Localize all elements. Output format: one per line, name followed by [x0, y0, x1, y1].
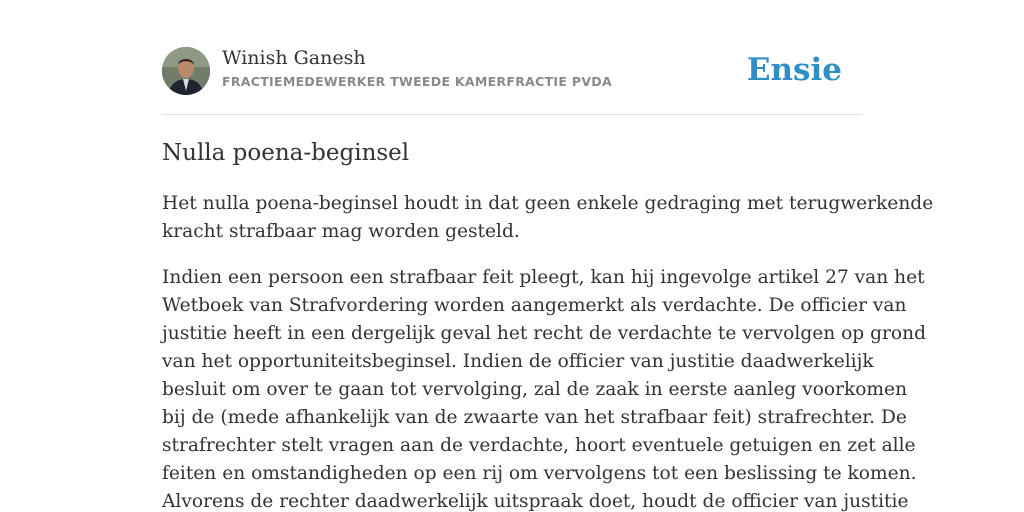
paragraph-2: [162, 264, 926, 512]
text-line: Wetboek van Strafvordering worden aangemerkt als verdachte. De officier van: [162, 295, 907, 316]
avatar-photo: [162, 47, 210, 95]
text-line: Indien een persoon een strafbaar feit pleegt, kan hij ingevolge artikel 27 van het: [162, 267, 925, 288]
ensie-logo[interactable]: Ensie: [746, 52, 842, 88]
author-name[interactable]: Winish Ganesh: [222, 47, 366, 69]
author-avatar[interactable]: [162, 47, 210, 95]
text-line: justitie heeft in een dergelijk geval het recht de verdachte te vervolgen op grond: [162, 323, 926, 344]
text-line: bij de (mede afhankelijk van de zwaarte van het strafbaar feit) strafrechter. De: [162, 407, 907, 428]
text-line: Het nulla poena-beginsel houdt in dat geen enkele gedraging met terugwerkende: [162, 193, 934, 214]
text-line: strafrechter stelt vragen aan de verdachte, hoort eventuele getuigen en zet alle: [162, 435, 916, 456]
text-line: van het opportuniteitsbeginsel. Indien de officier van justitie daadwerkelijk: [162, 351, 874, 372]
text-line: besluit om over te gaan tot vervolging, zal de zaak in eerste aanleg voorkomen: [162, 379, 908, 400]
article-title: Nulla poena-beginsel: [162, 140, 410, 166]
text-line: kracht strafbaar mag worden gesteld.: [162, 221, 520, 242]
author-role: FRACTIEMEDEWERKER TWEEDE KAMERFRACTIE PVDA: [222, 74, 612, 89]
text-line: feiten en omstandigheden op een rij om vervolgens tot een beslissing te komen.: [162, 463, 917, 484]
article-body: [162, 190, 934, 512]
text-line: Alvorens de rechter daadwerkelijk uitspraak doet, houdt de officier van justitie: [162, 491, 909, 512]
paragraph-1: [162, 190, 934, 246]
author-header: [162, 46, 862, 115]
